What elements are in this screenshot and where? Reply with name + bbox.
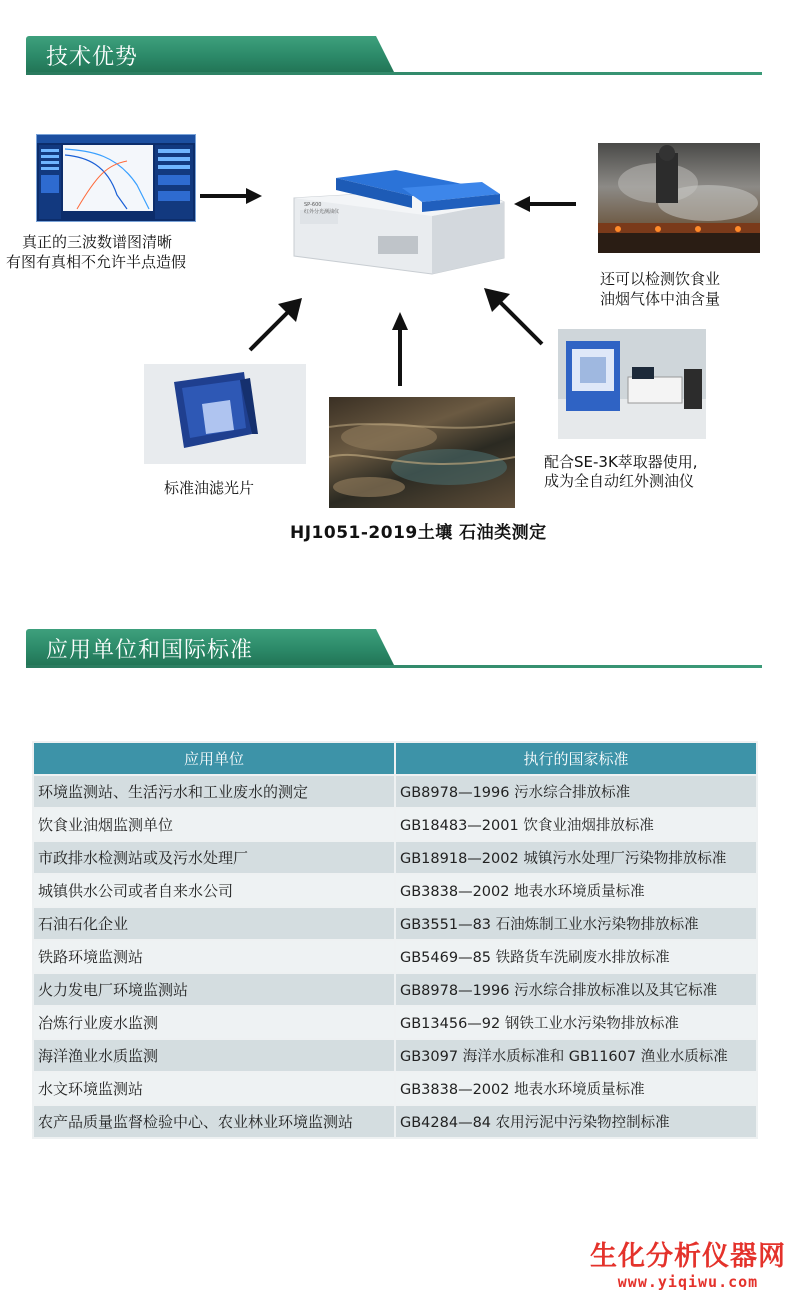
arrow-left-icon (514, 194, 576, 214)
table-row (34, 776, 756, 807)
standard-cell: GB3838—2002 地表水环境质量标准 (396, 875, 756, 906)
unit-cell: 水文环境监测站 (34, 1073, 394, 1104)
standard-cell: GB18483—2001 饮食业油烟排放标准 (396, 809, 756, 840)
section-title: 技术优势 (46, 45, 139, 70)
unit-cell: 农产品质量监督检验中心、农业林业环境监测站 (34, 1106, 394, 1137)
filter-caption: 标准油滤光片 (164, 479, 255, 497)
extractor-caption-line2: 成为全自动红外测油仪 (544, 472, 695, 490)
site-watermark (590, 1234, 786, 1291)
watermark-title: 生化分析仪器网 (590, 1241, 786, 1272)
unit-cell: 石油石化企业 (34, 908, 394, 939)
table-row (34, 908, 756, 939)
arrow-up-left-icon (480, 286, 548, 350)
unit-cell: 城镇供水公司或者自来水公司 (34, 875, 394, 906)
unit-cell: 海洋渔业水质监测 (34, 1040, 394, 1071)
unit-cell: 铁路环境监测站 (34, 941, 394, 972)
table-header-row (34, 743, 756, 774)
instrument-label: SP-600 红外分光测油仪 (304, 202, 340, 215)
section-header-standards (26, 629, 762, 675)
arrow-right-icon (200, 186, 264, 206)
section-header-advantages (26, 36, 762, 82)
standard-cell: GB3838—2002 地表水环境质量标准 (396, 1073, 756, 1104)
spectrum-software-screenshot (36, 134, 196, 222)
extractor-setup-photo (558, 329, 706, 439)
soil-site-photo (329, 397, 515, 508)
section-title: 应用单位和国际标准 (46, 638, 254, 663)
standard-cell: GB3097 海洋水质标准和 GB11607 渔业水质标准 (396, 1040, 756, 1071)
standard-cell: GB8978—1996 污水综合排放标准 (396, 776, 756, 807)
table-row (34, 842, 756, 873)
table-row (34, 809, 756, 840)
unit-cell: 环境监测站、生活污水和工业废水的测定 (34, 776, 394, 807)
unit-cell: 冶炼行业废水监测 (34, 1007, 394, 1038)
table-row (34, 1106, 756, 1137)
right-caption-line1: 还可以检测饮食业 (600, 270, 721, 288)
standard-cell: GB18918—2002 城镇污水处理厂污染物排放标准 (396, 842, 756, 873)
arrow-up-icon (390, 312, 410, 386)
table-row (34, 1007, 756, 1038)
extractor-caption-line1: 配合SE-3K萃取器使用, (544, 453, 698, 471)
standard-cell: GB13456—92 钢铁工业水污染物排放标准 (396, 1007, 756, 1038)
watermark-url: www.yiqiwu.com (617, 1273, 759, 1291)
standard-cell: GB8978—1996 污水综合排放标准以及其它标准 (396, 974, 756, 1005)
table-row (34, 875, 756, 906)
oil-filter-photo (144, 364, 306, 464)
infrared-oil-analyzer-image (282, 158, 512, 278)
table-row (34, 1073, 756, 1104)
section-rule (26, 72, 762, 75)
header-cell-standard: 执行的国家标准 (396, 743, 756, 774)
unit-cell: 火力发电厂环境监测站 (34, 974, 394, 1005)
left-caption-line1: 真正的三波数谱图清晰 (22, 233, 173, 251)
right-caption-line2: 油烟气体中油含量 (600, 290, 721, 308)
table-row (34, 1040, 756, 1071)
standard-cell: GB3551—83 石油炼制工业水污染物排放标准 (396, 908, 756, 939)
unit-cell: 饮食业油烟监测单位 (34, 809, 394, 840)
standards-table (32, 741, 758, 1139)
left-caption-line2: 有图有真相不允许半点造假 (6, 253, 187, 271)
table-row (34, 974, 756, 1005)
section-rule (26, 665, 762, 668)
arrow-up-right-icon (244, 292, 308, 356)
unit-cell: 市政排水检测站或及污水处理厂 (34, 842, 394, 873)
standard-cell: GB5469—85 铁路货车洗刷废水排放标准 (396, 941, 756, 972)
table-row (34, 941, 756, 972)
standard-caption: HJ1051-2019土壤 石油类测定 (290, 523, 547, 543)
header-cell-unit: 应用单位 (34, 743, 394, 774)
standard-cell: GB4284—84 农用污泥中污染物控制标准 (396, 1106, 756, 1137)
bbq-smoke-photo (598, 143, 760, 253)
